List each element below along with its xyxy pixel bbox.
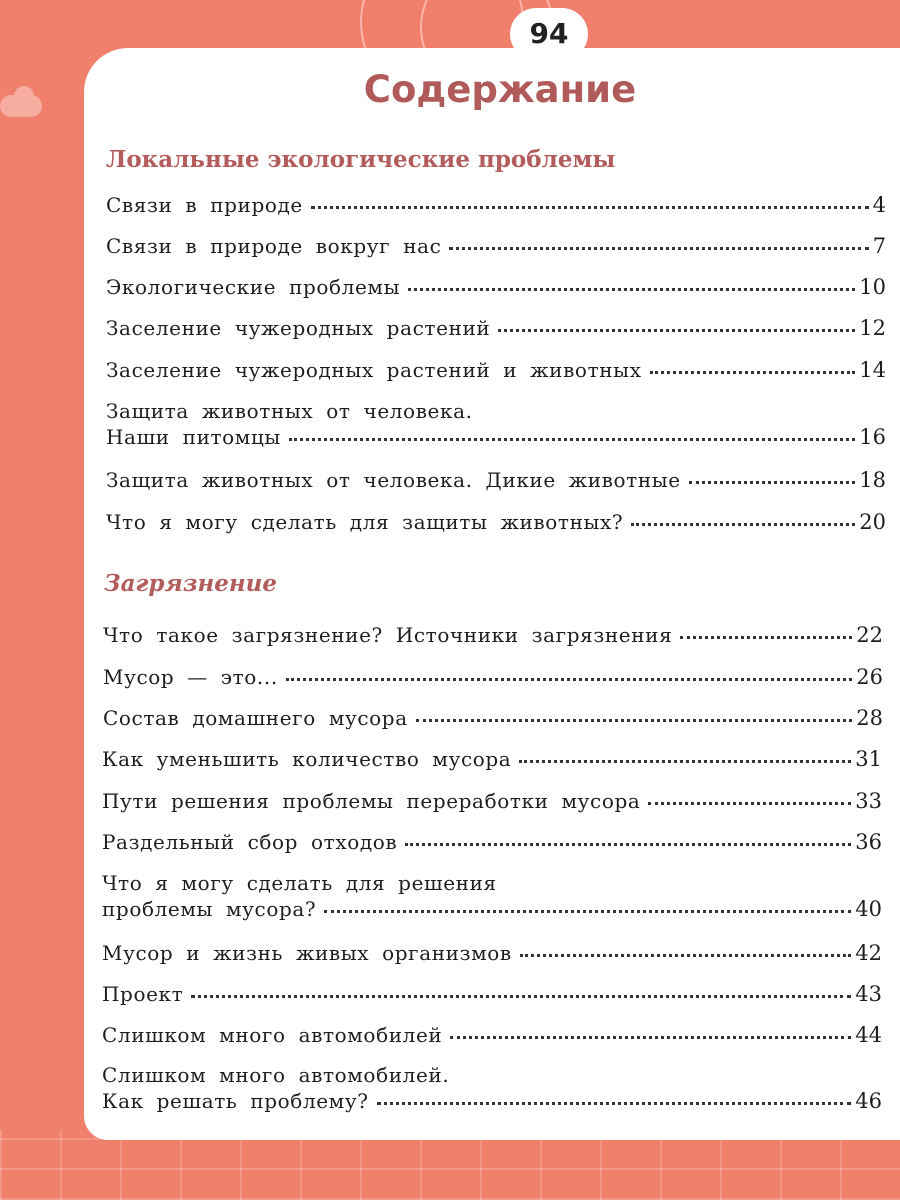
toc-entry[interactable] — [102, 940, 882, 966]
toc-entry-page: 42 — [855, 941, 882, 965]
toc-entry-title: Мусор — это... — [103, 665, 278, 689]
toc-entry[interactable] — [103, 705, 883, 731]
toc-entry[interactable] — [103, 622, 883, 648]
toc-entry-title: Что я могу сделать для защиты животных? — [106, 510, 624, 534]
dot-leader — [650, 371, 856, 374]
dot-leader — [377, 1102, 852, 1105]
toc-entry-page: 16 — [859, 425, 886, 449]
dot-leader — [191, 995, 851, 998]
toc-entry-title-line: Защита животных от человека. — [106, 399, 473, 423]
toc-entry-title: Раздельный сбор отходов — [102, 830, 398, 854]
toc-entry[interactable] — [102, 981, 882, 1007]
toc-entry-title: Заселение чужеродных растений — [106, 316, 491, 340]
toc-entry[interactable] — [106, 274, 886, 300]
toc-entry[interactable] — [106, 315, 886, 341]
toc-entry-title: Проект — [102, 982, 184, 1006]
toc-entry-title-line: Слишком много автомобилей. — [102, 1063, 450, 1087]
dot-leader — [498, 329, 855, 332]
toc-entry-page: 12 — [859, 316, 886, 340]
dot-leader — [324, 910, 851, 913]
toc-entry-title: Защита животных от человека. Дикие животные — [106, 468, 681, 492]
toc-entry-page: 40 — [855, 897, 882, 921]
dot-leader — [519, 760, 851, 763]
toc-entry-page: 22 — [856, 623, 883, 647]
dot-leader — [520, 954, 852, 957]
toc-entry-title: Как решать проблему? — [102, 1089, 369, 1113]
toc-entry[interactable] — [103, 664, 883, 690]
dot-leader — [416, 719, 853, 722]
toc-entry[interactable] — [102, 870, 882, 922]
toc-entry-page: 46 — [855, 1089, 882, 1113]
toc-entry-page: 20 — [859, 510, 886, 534]
toc-entry-page: 7 — [872, 234, 886, 258]
dot-leader — [405, 843, 851, 846]
toc-entry-page: 36 — [855, 830, 882, 854]
toc-entry-title: Слишком много автомобилей — [102, 1023, 443, 1047]
toc-entry-page: 10 — [859, 275, 886, 299]
toc-entry-title: Что такое загрязнение? Источники загрязнения — [103, 623, 673, 647]
dot-leader — [689, 481, 856, 484]
section-title-local-problems: Локальные экологические проблемы — [106, 146, 616, 173]
dot-leader — [449, 247, 868, 250]
dot-leader — [680, 636, 852, 639]
toc-entry-title-line: Что я могу сделать для решения — [102, 871, 497, 895]
dot-leader — [408, 288, 855, 291]
toc-entry-title: Наши питомцы — [106, 425, 281, 449]
toc-entry[interactable] — [106, 467, 886, 493]
dot-leader — [631, 523, 855, 526]
toc-entry[interactable] — [106, 192, 886, 218]
toc-entry-page: 31 — [855, 747, 882, 771]
page-number-badge: 94 — [510, 8, 588, 60]
toc-entry-title: Состав домашнего мусора — [103, 706, 408, 730]
toc-entry-title: проблемы мусора? — [102, 897, 317, 921]
toc-entry-page: 4 — [872, 193, 886, 217]
toc-entry[interactable] — [106, 398, 886, 450]
toc-entry[interactable] — [102, 788, 882, 814]
section-title-pollution: Загрязнение — [104, 570, 278, 597]
toc-entry-page: 14 — [859, 358, 886, 382]
toc-entry-page: 43 — [855, 982, 882, 1006]
toc-entry-title: Связи в природе вокруг нас — [106, 234, 442, 258]
toc-entry-title: Пути решения проблемы переработки мусора — [102, 789, 641, 813]
toc-entry[interactable] — [102, 1022, 882, 1048]
toc-entry[interactable] — [106, 233, 886, 259]
dot-leader — [289, 438, 855, 441]
dot-leader — [450, 1036, 851, 1039]
page-title: Содержание — [363, 68, 637, 111]
toc-entry[interactable] — [102, 746, 882, 772]
toc-entry-page: 18 — [859, 468, 886, 492]
toc-entry-page: 44 — [855, 1023, 882, 1047]
dot-leader — [311, 206, 869, 209]
toc-entry-title: Заселение чужеродных растений и животных — [106, 358, 642, 382]
toc-entry-page: 28 — [856, 706, 883, 730]
toc-entry-title: Экологические проблемы — [106, 275, 401, 299]
toc-entry-page: 26 — [856, 665, 883, 689]
dot-leader — [648, 802, 851, 805]
toc-entry-title: Как уменьшить количество мусора — [102, 747, 512, 771]
toc-entry-page: 33 — [855, 789, 882, 813]
toc-entry[interactable] — [102, 1062, 882, 1114]
toc-entry[interactable] — [102, 829, 882, 855]
toc-entry[interactable] — [106, 509, 886, 535]
toc-entry-title: Связи в природе — [106, 193, 303, 217]
toc-entry-title: Мусор и жизнь живых организмов — [102, 941, 512, 965]
dot-leader — [286, 678, 852, 681]
toc-entry[interactable] — [106, 357, 886, 383]
